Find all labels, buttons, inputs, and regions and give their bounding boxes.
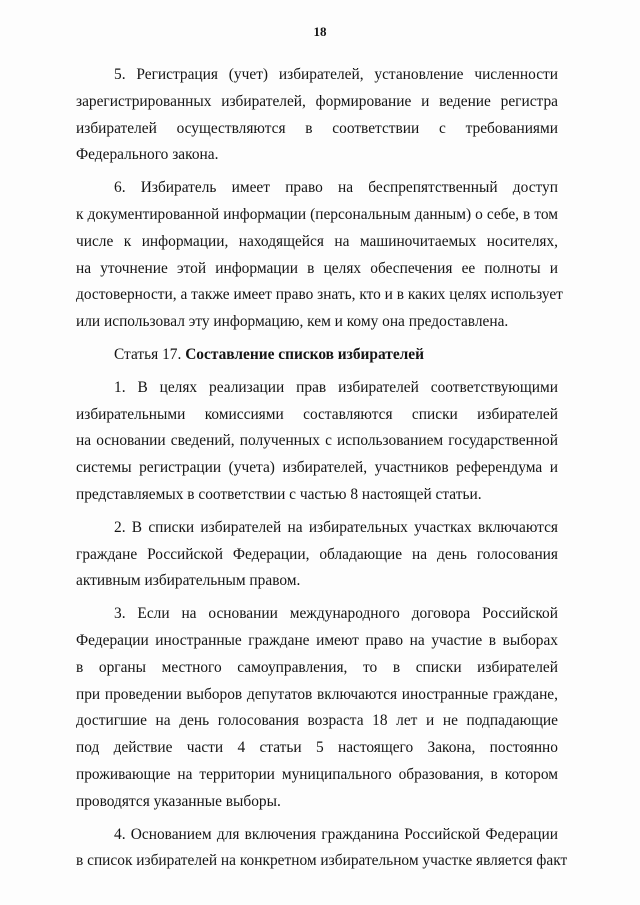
paragraph-5 xyxy=(76,62,558,169)
paragraph-line: системы регистрации (учета) избирателей, участников референдума и xyxy=(76,459,558,477)
document-body xyxy=(76,62,568,875)
article-number: Статья 17. xyxy=(114,345,182,363)
paragraph-line: избирательными комиссиями составляются списки избирателей xyxy=(76,405,558,423)
paragraph-line: в список избирателей на конкретном избирательном участке является факт xyxy=(76,852,568,870)
paragraph-line: проживающие на территории муниципального образования, в котором xyxy=(76,765,558,783)
article-paragraph-1 xyxy=(76,375,558,509)
article-paragraph-3 xyxy=(76,601,558,815)
article-paragraph-2 xyxy=(76,515,558,595)
paragraph-line: зарегистрированных избирателей, формирование и ведение регистра xyxy=(76,92,558,110)
paragraph-line: 1. В целях реализации прав избирателей соответствующими xyxy=(114,378,558,396)
paragraph-line: 4. Основанием для включения гражданина Российской Федерации xyxy=(114,825,558,843)
paragraph-line: Федерального закона. xyxy=(76,146,219,164)
paragraph-line: или использовал эту информацию, кем и кому она предоставлена. xyxy=(76,313,509,331)
paragraph-line: активным избирательным правом. xyxy=(76,572,301,590)
paragraph-line: 2. В списки избирателей на избирательных участках включаются xyxy=(114,518,558,536)
paragraph-line: 3. Если на основании международного договора Российской xyxy=(114,605,558,623)
paragraph-line: при проведении выборов депутатов включаются иностранные граждане, xyxy=(76,685,558,703)
paragraph-line: к документированной информации (персональным данным) о себе, в том xyxy=(76,205,558,223)
paragraph-line: числе к информации, находящейся на машиночитаемых носителях, xyxy=(76,232,558,250)
article-paragraph-4 xyxy=(76,822,568,876)
paragraph-line: граждане Российской Федерации, обладающие на день голосования xyxy=(76,545,558,563)
paragraph-line: представляемых в соответствии с частью 8 настоящей статьи. xyxy=(76,485,482,503)
paragraph-line: на основании сведений, полученных с использованием государственной xyxy=(76,432,558,450)
paragraph-line: Федерации иностранные граждане имеют право на участие в выборах xyxy=(76,631,558,649)
paragraph-line: достигшие на день голосования возраста 18 лет и не подпадающие xyxy=(76,712,558,730)
paragraph-line: 5. Регистрация (учет) избирателей, установление численности xyxy=(114,66,558,83)
paragraph-line: под действие части 4 статьи 5 настоящего Закона, постоянно xyxy=(76,739,558,757)
paragraph-line: в органы местного самоуправления, то в списки избирателей xyxy=(76,658,558,676)
article-title: Составление списков избирателей xyxy=(185,345,424,363)
article-heading xyxy=(76,342,558,369)
paragraph-line: достоверности, а также имеет право знать, кто и в каких целях использует xyxy=(76,286,563,304)
paragraph-line: на уточнение этой информации в целях обеспечения ее полноты и xyxy=(76,259,558,277)
paragraph-line: избирателей осуществляются в соответствии с требованиями xyxy=(76,119,558,137)
paragraph-6 xyxy=(76,175,563,336)
paragraph-line: 6. Избиратель имеет право на беспрепятственный доступ xyxy=(114,179,558,197)
paragraph-line: проводятся указанные выборы. xyxy=(76,792,281,810)
page-number: 18 xyxy=(313,24,327,39)
